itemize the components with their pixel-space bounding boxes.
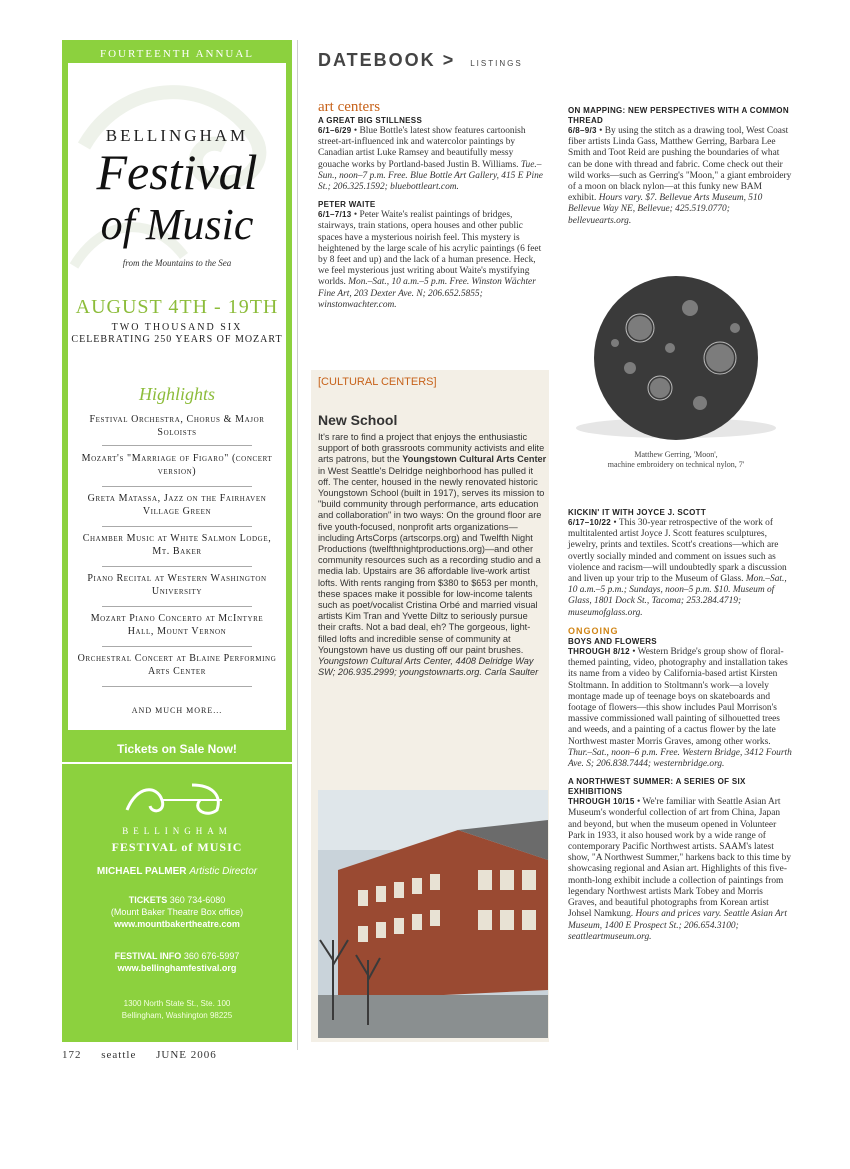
highlight-item: Mozart Piano Concerto at McIntyre Hall, Mount Vernon <box>90 613 264 637</box>
datebook-header <box>318 50 523 71</box>
chevron-right-icon: > <box>442 50 456 70</box>
festival-logo-icon <box>122 780 232 820</box>
divider <box>102 526 252 527</box>
listing-title: BOYS AND FLOWERS <box>568 637 657 647</box>
listing-text: Western Bridge's group show of floral-themed painting, video, photography and installation takes its name from a video by California-based artist Kirsten Stoltmann. In addition to Stoltmann's work—a lovely montage made up of teenage boys on skateboards and footage of flowers—this show includes Paul Morrison's massive commissioned wall painting of silhouetted trees and weeds, and a painting of a cactus flower by the late Northwest master Morris Graves, among other works. <box>568 647 788 747</box>
tickets-note: (Mount Baker Theatre Box office) <box>110 907 244 917</box>
tickets-phone: 360 734-6080 <box>169 895 226 905</box>
highlight-item: Chamber Music at White Salmon Lodge, Mt. Baker <box>82 533 272 557</box>
moon-caption <box>570 450 782 470</box>
moon-embroidery-photo <box>570 268 782 446</box>
festival-info <box>62 950 292 974</box>
ad-band: FOURTEENTH ANNUAL <box>67 45 287 63</box>
listing-info: Thur.–Sat., noon–6 p.m. Free. Western Bridge, 3412 Fourth Ave. S; 206.838.7444; westernbridge.org. <box>568 747 792 770</box>
listing-date: 6/17–10/22 <box>568 518 612 527</box>
highlight-item: Greta Matassa, Jazz on the Fairhaven Village Green <box>87 493 267 517</box>
logo-line2: FESTIVAL of MUSIC <box>111 840 243 854</box>
listing-text: We're familiar with Seattle Asian Art Museum's wonderful collection of art from China, Japan and beyond, but when the museum opened in Volunteer Park in 1933, it also housed work by a wide range of contemporary Pacific Northwest artists. SAAM's latest show, "A Northwest Summer," harkens back to this time by showcasing regional and Asian art. Highlights of this five-month-long exhibit include a collection of paintings from legendary Northwest artists Mark Tobey and Morris Graves, and beautiful photographs from Korean artist Johsel Namkung. <box>568 797 792 920</box>
highlight-item: Mozart's "Marriage of Figaro" (concert version) <box>81 453 273 477</box>
ad-dates: AUGUST 4TH - 19TH <box>75 296 279 318</box>
listing-date: 6/8–9/3 <box>568 126 597 135</box>
ad-tagline: from the Mountains to the Sea <box>122 258 232 268</box>
highlight-item: Orchestral Concert at Blaine Performing Arts Center <box>77 653 277 677</box>
listing-date: 6/1–6/29 <box>318 126 352 135</box>
info-phone: 360 676-5997 <box>183 951 240 961</box>
listing-title: KICKIN' IT WITH JOYCE J. SCOTT <box>568 508 707 517</box>
address-line2: Bellingham, Washington 98225 <box>121 1011 233 1020</box>
logo-line1: BELLINGHAM <box>122 826 232 836</box>
listing-text: This 30-year retrospective of the work of multitalented artist Joyce J. Scott features sculptures, jewelry, prints and textiles. Scott's creations—which are overtly socially minded and comment on issues such as violence and racism—will undoubtedly spark a discussion and liven up your trip to the Museum of Glass. <box>568 518 787 585</box>
magazine-name: seattle <box>101 1049 137 1061</box>
address-line1: 1300 North State St., Ste. 100 <box>123 999 231 1008</box>
divider <box>102 486 252 487</box>
divider <box>102 646 252 647</box>
ad-top-panel <box>62 40 292 736</box>
box-info: Youngstown Cultural Arts Center, 4408 Delridge Way SW; 206.935.2999; youngstownarts.org. <box>318 656 534 678</box>
tickets-url[interactable]: www.mountbakertheatre.com <box>114 919 240 929</box>
listings-column-2 <box>568 106 792 234</box>
divider <box>102 445 252 446</box>
box-text-2: in West Seattle's Delridge neighborhood has pulled it off. The center, housed in the newly renovated historic Youngstown School (built in 1917), serves its mission to "build community through performance, arts education and collaboration" in two ways: On the ground floor are five youth-focused, nonprofit arts organizations—including ArtsCorps (artscorps.org) and Twelfth Night Productions (twelfthnightproductions.org)—and other community resources such as a recording studio and a media lab. Upstairs are 36 affordable live-work artist lofts. With rents ranging from $380 to $653 per month, these spaces make it possible for low-income talents such as poet/vocalist Cristina Orbé and married visual artists Kim Tran and Yvette Diltz to seriously pursue their crafts. Not a bad deal, eh? The gorgeous, light-filled lofts and incredible sense of community at Youngstown have us dusting off our paint brushes. <box>318 465 545 655</box>
caption-line1: Matthew Gerring, 'Moon', <box>634 450 718 459</box>
box-category: [CULTURAL CENTERS] <box>318 376 437 388</box>
datebook-title: DATEBOOK <box>318 50 436 70</box>
box-title: New School <box>318 412 398 428</box>
listing-body: THROUGH 10/15 • We're familiar with Seattle Asian Art Museum's wonderful collection of art from China, Japan and beyond, but when the museum opened in Volunteer Park in 1933, it also housed work by a wide range of contemporary Pacific Northwest artists. SAAM's latest show, "A Northwest Summer," harkens back to this time by showcasing regional and Asian art. Highlights of this five-month-long exhibit include a collection of paintings from legendary Northwest artists Mark Tobey and Morris Graves, and beautiful photographs from Korean artist Johsel Namkung. Hours and prices vary. Seattle Asian Art Museum, 1400 E Prospect St.; 206.654.3100; seattleartmuseum.org. <box>568 797 792 942</box>
ad-of-music: of Music <box>100 200 254 249</box>
listing-body: 6/17–10/22 • This 30-year retrospective of the work of multitalented artist Joyce J. Scott features sculptures, jewelry, prints and textiles. Scott's creations—which are overtly socially minded and comment on issues such as violence and racism—will undoubtedly spark a discussion and liven up your trip to the Museum of Glass. Mon.–Sat., 10 a.m.–5 p.m.; Sundays, noon–5 p.m. $10. Museum of Glass, 1801 Dock St., Tacoma; 253.284.4719; museumofglass.org. <box>568 518 787 618</box>
ad-more: AND MUCH MORE... <box>131 706 223 715</box>
tickets-banner: Tickets on Sale Now! <box>62 736 292 764</box>
director-name: MICHAEL PALMER <box>96 866 187 877</box>
listing-title: A GREAT BIG STILLNESS <box>318 116 423 125</box>
director-title: Artistic Director <box>189 866 258 877</box>
listing-text: By using the stitch as a drawing tool, West Coast fiber artists Linda Gass, Matthew Gerring, Barbara Lee Smith and Toot Reid are pushing the boundaries of what can be done with thread and fabric. Come check out their wild works—such as Gerring's "Moon," a giant embroidery of a moon on black nylon—at this funky new BAM exhibit. <box>568 126 792 204</box>
listing-info: Hours vary. $7. Bellevue Arts Museum, 510 Bellevue Way NE, Bellevue; 425.519.0770; bellevuearts.org. <box>568 193 763 226</box>
divider <box>102 606 252 607</box>
listing-info: Hours and prices vary. Seattle Asian Art Museum, 1400 E Prospect St.; 206.654.3100; seattleartmuseum.org. <box>568 909 787 942</box>
page-number: 172 <box>62 1049 82 1061</box>
box-body <box>318 432 548 678</box>
box-byline: Carla Saulter <box>484 667 539 678</box>
box-bold-name: Youngstown Cultural Arts Center <box>402 454 547 465</box>
divider <box>102 686 252 687</box>
column-divider <box>297 40 298 1050</box>
highlight-item: Festival Orchestra, Chorus & Major Soloists <box>89 414 265 438</box>
listing-text: Peter Waite's realist paintings of bridges, stairways, train stations, opera houses and other public spaces have a mysterious noirish feel. This mystery is heightened by the large scale of his acrylic paintings (6 feet by 8 feet and up) and the lack of a human presence. Heck, we feel mysterious just writing about Waite's mystifying worlds. <box>318 210 542 288</box>
ad-year: TWO THOUSAND SIX <box>111 322 243 333</box>
listing-title: ON MAPPING: NEW PERSPECTIVES WITH A COMMON THREAD <box>568 106 789 125</box>
listing-date: THROUGH 10/15 <box>568 797 635 807</box>
info-label: FESTIVAL INFO <box>114 951 182 961</box>
box-text-1: It's rare to find a project that enjoys the enthusiastic support of both grassroots community activists and elite arts patrons, but the <box>318 432 545 465</box>
info-url[interactable]: www.bellinghamfestival.org <box>117 963 237 973</box>
caption-line2: machine embroidery on technical nylon, 7' <box>607 460 745 469</box>
listings-column-2b <box>568 508 792 950</box>
listing-text: Blue Bottle's latest show features cartoonish street-art-influenced ink and watercolor paintings by Canadian artist Luke Ramsey and beautifully messy gouache works by Portland-based Justin B. Williams. <box>318 126 526 170</box>
listing-info: Mon.–Sat., 10 a.m.–5 p.m. Free. Winston Wächter Fine Art, 203 Dexter Ave. N; 206.652.5855; winstonwachter.com. <box>318 277 536 310</box>
category-heading: art centers <box>318 99 381 115</box>
listing-body: 6/8–9/3 • By using the stitch as a drawing tool, West Coast fiber artists Linda Gass, Matthew Gerring, Barbara Lee Smith and Toot Reid are pushing the boundaries of what can be done with thread and fabric. Come check out their wild works—such as Gerring's "Moon," a giant embroidery of a moon on black nylon—at this funky new BAM exhibit. Hours vary. $7. Bellevue Arts Museum, 510 Bellevue Way NE, Bellevue; 425.519.0770; bellevuearts.org. <box>568 126 792 226</box>
ad-bottom-panel <box>62 736 292 1042</box>
datebook-sub: LISTINGS <box>470 59 523 68</box>
listing-info: Tue.–Sun., noon–7 p.m. Free. Blue Bottle Art Gallery, 415 E Pine St.; 206.325.1592; bluebottleart.com. <box>318 159 543 193</box>
page-footer <box>62 1049 233 1061</box>
festival-ad <box>62 40 292 1042</box>
ad-festival-title: Festival <box>96 144 258 200</box>
tickets-label: TICKETS <box>128 895 168 905</box>
listing-body: 6/1–7/13 • Peter Waite's realist paintings of bridges, stairways, train stations, opera houses and other public spaces have a mysterious noirish feel. This mystery is heightened by the large scale of his acrylic paintings (6 feet by 8 feet and up) and the lack of a human presence. Heck, we feel mysterious just writing about Waite's mystifying worlds. Mon.–Sat., 10 a.m.–5 p.m. Free. Winston Wächter Fine Art, 203 Dexter Ave. N; 206.652.5855; winstonwachter.com. <box>318 210 542 310</box>
listing-date: 6/1–7/13 <box>318 210 352 220</box>
listing-title: PETER WAITE <box>318 200 376 210</box>
listing-body: 6/1–6/29 • Blue Bottle's latest show features cartoonish street-art-influenced ink and watercolor paintings by Canadian artist Luke Ramsey and beautifully messy gouache works by Portland-based Justin B. Williams. Tue.–Sun., noon–7 p.m. Free. Blue Bottle Art Gallery, 415 E Pine St.; 206.325.1592; bluebottleart.com. <box>318 126 543 193</box>
listing-title: A NORTHWEST SUMMER: A SERIES OF SIX EXHIBITIONS <box>568 777 746 797</box>
ongoing-heading: ONGOING <box>568 625 619 636</box>
ad-bellingham: BELLINGHAM <box>105 126 249 145</box>
director <box>62 866 292 877</box>
art-centers-column <box>318 98 546 318</box>
youngstown-building-photo <box>318 790 548 1038</box>
issue-date: JUNE 2006 <box>156 1049 217 1061</box>
ad-highlights-title: Highlights <box>138 384 215 404</box>
listing-body: THROUGH 8/12 • Western Bridge's group show of floral-themed painting, video, photography and installation takes its name from a video by California-based artist Kirsten Stoltmann. In addition to Stoltmann's work—a lovely montage made up of teenage boys on skateboards and footage of flowers—this show includes Paul Morrison's massive commissioned wall painting of silhouetted trees and weeds, and a painting of a cactus flower by the late Northwest master Morris Graves, among other works. Thur.–Sat., noon–6 p.m. Free. Western Bridge, 3412 Fourth Ave. S; 206.838.7444; westernbridge.org. <box>568 647 792 770</box>
ad-address <box>62 998 292 1022</box>
highlight-item: Piano Recital at Western Washington University <box>87 573 267 597</box>
tickets-info <box>62 894 292 930</box>
listing-info: Mon.–Sat., 10 a.m.–5 p.m.; Sundays, noon–5 p.m. $10. Museum of Glass, 1801 Dock St., Tacoma; 253.284.4719; museumofglass.org. <box>568 574 787 618</box>
divider <box>102 566 252 567</box>
ad-celebrating: CELEBRATING 250 YEARS OF MOZART <box>71 334 283 345</box>
listing-date: THROUGH 8/12 <box>568 647 630 657</box>
